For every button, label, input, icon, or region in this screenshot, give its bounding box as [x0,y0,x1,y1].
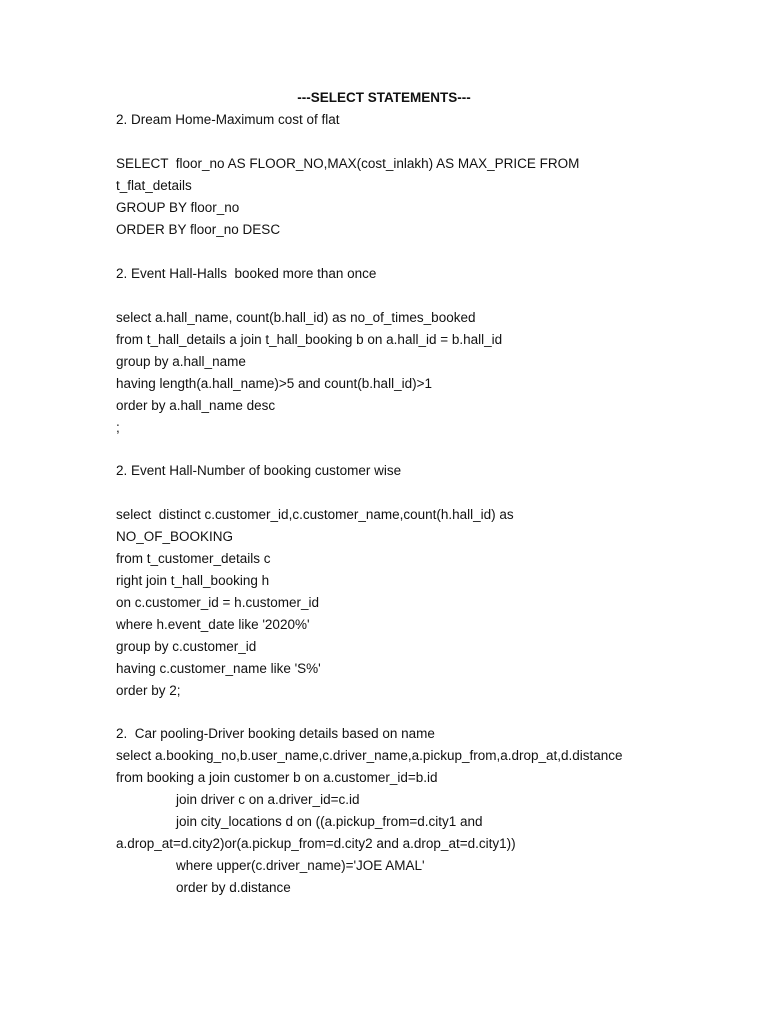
document-title: ---SELECT STATEMENTS--- [297,90,471,105]
code-line: from t_customer_details c [116,551,271,566]
section-heading-booking-customer-wise: 2. Event Hall-Number of booking customer wise [116,463,402,478]
code-line: right join t_hall_booking h [116,573,270,588]
code-line: ORDER BY floor_no DESC [116,222,281,237]
section-heading-dream-home: 2. Dream Home-Maximum cost of flat [116,112,340,127]
code-line: NO_OF_BOOKING [116,529,234,544]
code-line: from t_hall_details a join t_hall_booking b on a.hall_id = b.hall_id [116,332,503,347]
code-line: order by a.hall_name desc [116,398,276,413]
code-line: SELECT floor_no AS FLOOR_NO,MAX(cost_inlakh) AS MAX_PRICE FROM [116,156,580,171]
code-line: group by a.hall_name [116,354,246,369]
code-line: GROUP BY floor_no [116,200,240,215]
code-line: from booking a join customer b on a.customer_id=b.id [116,770,438,785]
section-heading-halls-booked: 2. Event Hall-Halls booked more than once [116,266,377,281]
code-line: on c.customer_id = h.customer_id [116,595,319,610]
code-line: select a.booking_no,b.user_name,c.driver_name,a.pickup_from,a.drop_at,d.distance [116,748,623,763]
code-line-indented: order by d.distance [176,880,291,895]
code-line: group by c.customer_id [116,639,257,654]
code-line-indented: join city_locations d on ((a.pickup_from=d.city1 and [176,814,483,829]
code-line: t_flat_details [116,178,192,193]
code-line: select distinct c.customer_id,c.customer_name,count(h.hall_id) as [116,507,514,522]
code-line: having c.customer_name like 'S%' [116,661,321,676]
code-line: order by 2; [116,683,181,698]
code-line: having length(a.hall_name)>5 and count(b.hall_id)>1 [116,376,432,391]
code-line-indented: where upper(c.driver_name)='JOE AMAL' [176,858,425,873]
code-line: ; [116,420,120,435]
code-line: where h.event_date like '2020%' [116,617,310,632]
section-heading-car-pooling: 2. Car pooling-Driver booking details based on name [116,726,435,741]
code-line: select a.hall_name, count(b.hall_id) as no_of_times_booked [116,310,476,325]
code-line: a.drop_at=d.city2)or(a.pickup_from=d.city2 and a.drop_at=d.city1)) [116,836,516,851]
code-line-indented: join driver c on a.driver_id=c.id [176,792,360,807]
